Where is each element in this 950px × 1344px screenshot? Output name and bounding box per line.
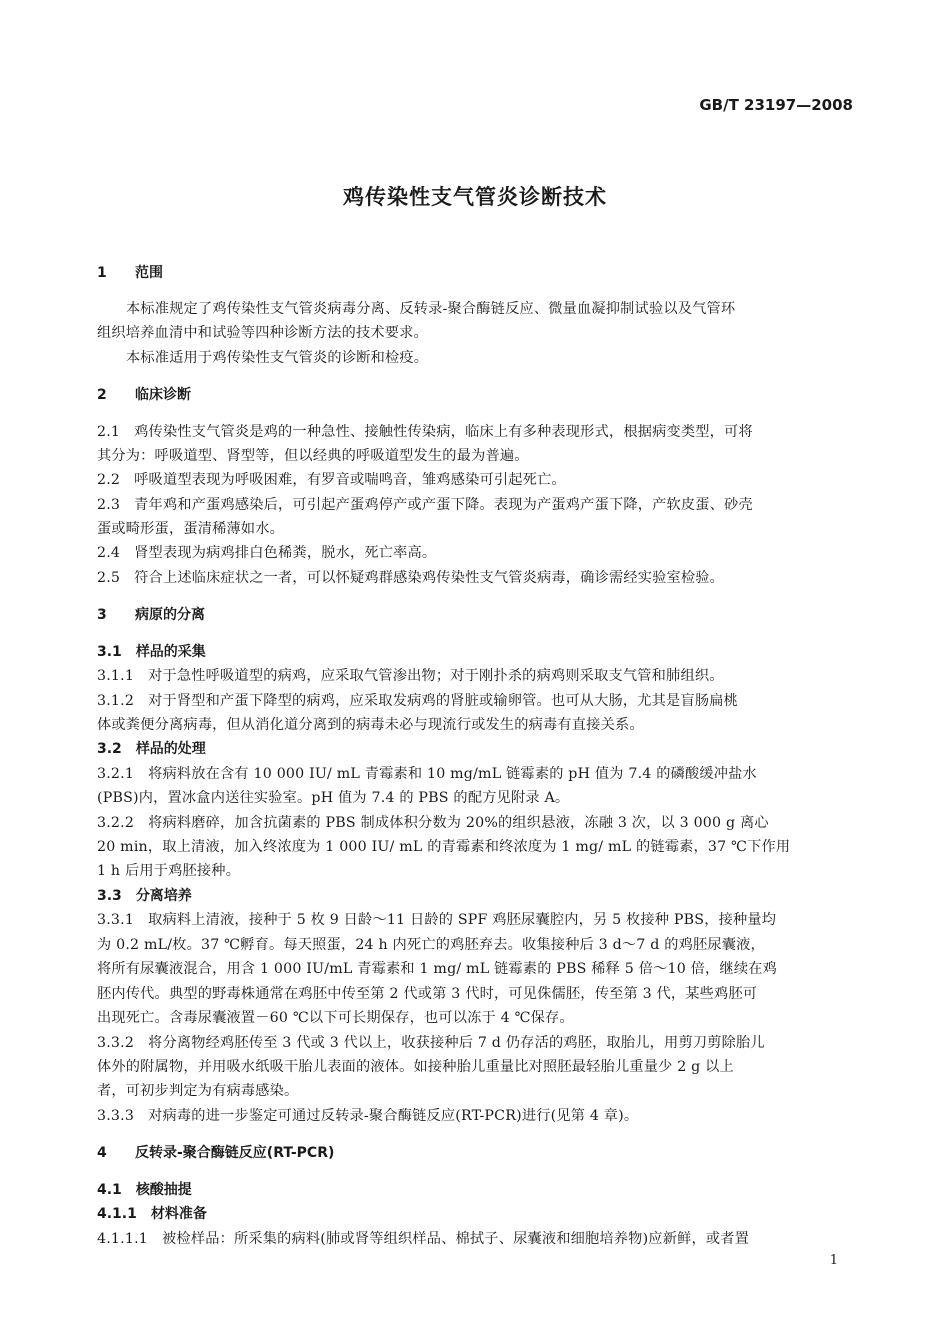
subsection-4-1-1-heading: 4.1.1 材料准备 xyxy=(97,1206,207,1222)
clause-2-5: 2.5 符合上述临床症状之一者，可以怀疑鸡群感染鸡传染性支气管炎病毒，确诊需经实验室检验。 xyxy=(97,570,725,586)
clause-3-2-2-line-3: 1 h 后用于鸡胚接种。 xyxy=(97,863,241,879)
clause-4-1-1-1: 4.1.1.1 被检样品：所采集的病料(肺或肾等组织样品、棉拭子、尿囊液和细胞培养物)应新鲜，或者置 xyxy=(97,1231,750,1247)
clause-2-1-line-2: 其分为：呼吸道型、肾型等，但以经典的呼吸道型发生的最为普遍。 xyxy=(97,448,529,464)
clause-2-1-line-1: 2.1 鸡传染性支气管炎是鸡的一种急性、接触性传染病，临床上有多种表现形式，根据病变类型，可将 xyxy=(97,424,753,440)
s1-para-2: 本标准适用于鸡传染性支气管炎的诊断和检疫。 xyxy=(126,350,429,366)
s1-para-1-line-2: 组织培养血清中和试验等四种诊断方法的技术要求。 xyxy=(97,325,428,341)
clause-3-2-1-line-1: 3.2.1 将病料放在含有 10 000 IU/ mL 青霉素和 10 mg/mL 链霉素的 pH 值为 7.4 的磷酸缓冲盐水 xyxy=(97,766,757,782)
clause-3-3-1-line-5: 出现死亡。含毒尿囊液置－60 ℃以下可长期保存，也可以冻于 4 ℃保存。 xyxy=(97,1010,574,1026)
subsection-3-3-heading: 3.3 分离培养 xyxy=(97,888,192,904)
clause-2-3-line-2: 蛋或畸形蛋，蛋清稀薄如水。 xyxy=(97,521,285,537)
clause-3-2-2-line-1: 3.2.2 将病料磨碎，加含抗菌素的 PBS 制成体积分数为 20%的组织悬液，冻融 3 次，以 3 000 g 离心 xyxy=(97,815,769,831)
clause-3-3-2-line-3: 者，可初步判定为有病毒感染。 xyxy=(97,1083,299,1099)
clause-3-3-1-line-3: 将所有尿囊液混合，用含 1 000 IU/mL 青霉素和 1 mg/ mL 链霉素的 PBS 稀释 5 倍～10 倍，继续在鸡 xyxy=(97,961,777,977)
clause-2-2: 2.2 呼吸道型表现为呼吸困难，有罗音或喘鸣音，雏鸡感染可引起死亡。 xyxy=(97,472,566,488)
clause-2-3-line-1: 2.3 青年鸡和产蛋鸡感染后，可引起产蛋鸡停产或产蛋下降。表现为产蛋鸡产蛋下降，产软皮蛋、砂壳 xyxy=(97,497,753,513)
clause-3-3-1-line-1: 3.3.1 取病料上清液，接种于 5 枚 9 日龄～11 日龄的 SPF 鸡胚尿囊腔内，另 5 枚接种 PBS，接种量均 xyxy=(97,912,777,928)
subsection-3-1-heading: 3.1 样品的采集 xyxy=(97,644,206,660)
clause-3-3-2-line-1: 3.3.2 将分离物经鸡胚传至 3 代或 3 代以上，收获接种后 7 d 仍存活的鸡胚，取胎儿，用剪刀剪除胎儿 xyxy=(97,1035,765,1051)
clause-2-4: 2.4 肾型表现为病鸡排白色稀粪，脱水，死亡率高。 xyxy=(97,545,437,561)
section-4-heading: 4 反转录-聚合酶链反应(RT-PCR) xyxy=(97,1145,335,1161)
clause-3-2-1-line-2: (PBS)内，置冰盒内送往实验室。pH 值为 7.4 的 PBS 的配方见附录 A。 xyxy=(97,790,570,806)
section-1-heading: 1 范围 xyxy=(97,265,163,281)
clause-3-3-2-line-2: 体外的附属物，并用吸水纸吸干胎儿表面的液体。如接种胎儿重量比对照胚最轻胎儿重量少 2 g 以上 xyxy=(97,1059,734,1075)
page-number: 1 xyxy=(829,1253,838,1268)
section-2-heading: 2 临床诊断 xyxy=(97,387,191,403)
clause-3-2-2-line-2: 20 min，取上清液，加入终浓度为 1 000 IU/ mL 的青霉素和终浓度为 1 mg/ mL 的链霉素，37 ℃下作用 xyxy=(97,839,791,855)
subsection-4-1-heading: 4.1 核酸抽提 xyxy=(97,1182,192,1198)
clause-3-1-1: 3.1.1 对于急性呼吸道型的病鸡，应采取气管渗出物；对于刚扑杀的病鸡则采取支气管和肺组织。 xyxy=(97,668,724,684)
section-3-heading: 3 病原的分离 xyxy=(97,607,205,623)
clause-3-3-1-line-2: 为 0.2 mL/枚。37 ℃孵育。每天照蛋，24 h 内死亡的鸡胚弃去。收集接种后 3 d～7 d 的鸡胚尿囊液， xyxy=(97,937,765,953)
clause-3-3-3: 3.3.3 对病毒的进一步鉴定可通过反转录-聚合酶链反应(RT-PCR)进行(见第 4 章)。 xyxy=(97,1108,639,1124)
clause-3-1-2-line-2: 体或粪便分离病毒，但从消化道分离到的病毒未必与现流行或发生的病毒有直接关系。 xyxy=(97,717,644,733)
s1-para-1-line-1: 本标准规定了鸡传染性支气管炎病毒分离、反转录-聚合酶链反应、微量血凝抑制试验以及气管环 xyxy=(126,301,736,317)
clause-3-1-2-line-1: 3.1.2 对于肾型和产蛋下降型的病鸡，应采取发病鸡的肾脏或输卵管。也可从大肠，尤其是盲肠扁桃 xyxy=(97,693,738,709)
document-title: 鸡传染性支气管炎诊断技术 xyxy=(343,185,607,209)
subsection-3-2-heading: 3.2 样品的处理 xyxy=(97,741,206,757)
standard-code: GB/T 23197—2008 xyxy=(699,96,853,114)
clause-3-3-1-line-4: 胚内传代。典型的野毒株通常在鸡胚中传至第 2 代或第 3 代时，可见侏儒胚，传至第 3 代，某些鸡胚可 xyxy=(97,986,758,1002)
